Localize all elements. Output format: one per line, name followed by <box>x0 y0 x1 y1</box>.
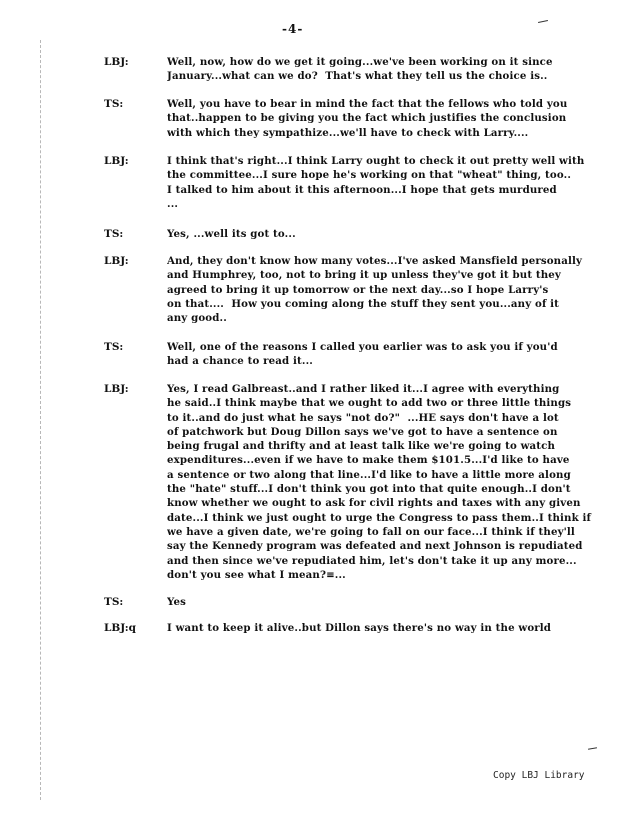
archive-footer: Copy LBJ Library <box>493 770 585 781</box>
speaker-label: LBJ: <box>104 383 129 395</box>
speech-line: he said..I think maybe that we ought to add two or three little things <box>167 397 572 410</box>
speech-line: the "hate" stuff...I don't think you got into that quite enough..I don't <box>167 483 571 496</box>
speaker-label: LBJ:q <box>104 622 137 634</box>
speech-text <box>167 254 612 325</box>
speech-line: the committee...I sure hope he's working on that "wheat" thing, too.. <box>167 169 572 182</box>
speech-line: agreed to bring it up tomorrow or the next day...so I hope Larry's <box>167 283 549 296</box>
speaker-label: TS: <box>104 596 124 608</box>
speech-line: expenditures...even if we have to make them $101.5...I'd like to have <box>167 454 570 467</box>
speech-line: we have a given date, we're going to fall on our face...I think if they'll <box>167 525 575 538</box>
speech-text <box>167 595 612 609</box>
speech-line: Well, one of the reasons I called you earlier was to ask you if you'd <box>167 341 558 353</box>
speech-text <box>167 382 612 582</box>
speech-text <box>167 55 612 84</box>
speech-line: a sentence or two along that line...I'd like to have a little more along <box>167 468 571 481</box>
scan-mark-bottom-right <box>588 747 597 750</box>
speech-line: And, they don't know how many votes...I've asked Mansfield personally <box>167 255 583 267</box>
speaker-label: LBJ: <box>104 155 129 167</box>
speech-line: of patchwork but Doug Dillon says we've got to have a sentence on <box>167 425 558 438</box>
speech-line: January...what can we do? That's what they tell us the choice is.. <box>167 70 548 83</box>
speech-line: that..happen to be giving you the fact which justifies the conclusion <box>167 112 567 125</box>
speech-line: Yes, ...well its got to... <box>167 228 296 240</box>
speech-line: say the Kennedy program was defeated and next Johnson is repudiated <box>167 540 583 553</box>
speech-line: ... <box>167 197 179 210</box>
page-number: -4- <box>282 22 304 36</box>
scan-mark-top-right <box>538 20 548 23</box>
speech-line: on that.... How you coming along the stuff they sent you...any of it <box>167 297 560 310</box>
speech-text <box>167 621 612 635</box>
speech-text <box>167 227 612 241</box>
speech-line: know whether we ought to ask for civil rights and taxes with any given <box>167 497 581 510</box>
speech-line: Yes, I read Galbreast..and I rather liked it...I agree with everything <box>167 383 560 395</box>
speech-line: Well, now, how do we get it going...we've been working on it since <box>167 56 553 68</box>
speech-text <box>167 154 612 211</box>
speech-text <box>167 340 612 369</box>
speaker-label: TS: <box>104 341 124 353</box>
speaker-label: LBJ: <box>104 255 129 267</box>
speech-line: with which they sympathize...we'll have to check with Larry.... <box>167 126 529 139</box>
speech-line: date...I think we just ought to urge the Congress to pass them..I think if <box>167 511 592 524</box>
speech-line: any good.. <box>167 312 227 325</box>
speech-line: I want to keep it alive..but Dillon says there's no way in the world <box>167 622 552 634</box>
speaker-label: TS: <box>104 98 124 110</box>
speech-line: Yes <box>167 596 187 608</box>
left-margin-rule <box>40 40 41 800</box>
speech-line: don't you see what I mean?≡... <box>167 568 346 581</box>
speaker-label: LBJ: <box>104 56 129 68</box>
speech-line: and then since we've repudiated him, let's don't take it up any more... <box>167 554 577 567</box>
speech-line: being frugal and thrifty and at least talk like we're going to watch <box>167 440 556 453</box>
speech-line: Well, you have to bear in mind the fact that the fellows who told you <box>167 98 568 110</box>
speech-line: and Humphrey, too, not to bring it up unless they've got it but they <box>167 269 561 282</box>
speech-line: I talked to him about it this afternoon...I hope that gets murdured <box>167 183 557 196</box>
speech-line: to it..and do just what he says "not do?" ...HE says don't have a lot <box>167 411 559 424</box>
speaker-label: TS: <box>104 228 124 240</box>
speech-text <box>167 97 612 140</box>
speech-line: had a chance to read it... <box>167 355 313 368</box>
speech-line: I think that's right...I think Larry ought to check it out pretty well with <box>167 155 585 167</box>
